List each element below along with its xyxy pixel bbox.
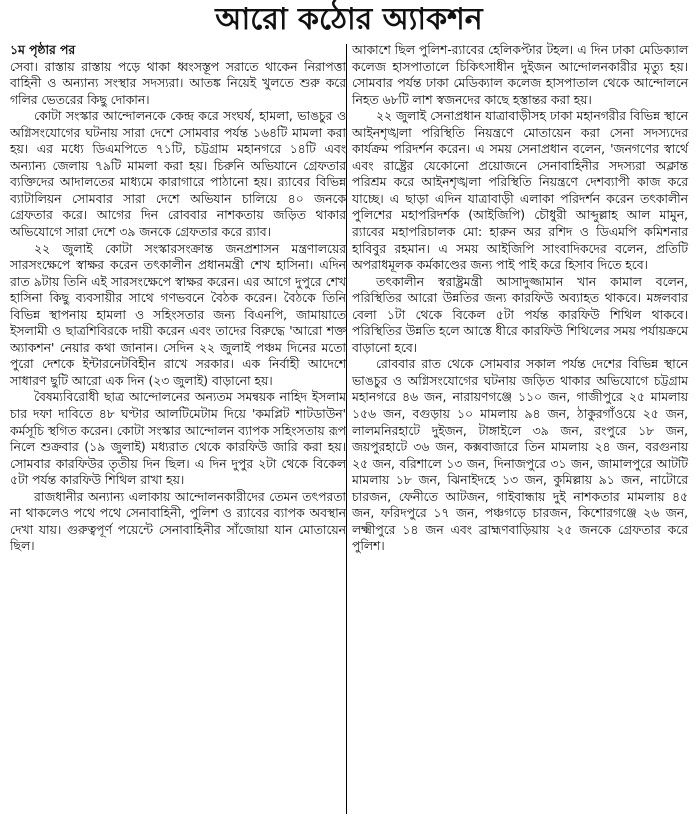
continuation-kicker: ১ম পৃষ্ঠার পর [10,43,76,57]
left-column [10,42,346,555]
article-paragraph: বৈষম্যবিরোধী ছাত্র আন্দোলনের অন্যতম সমন্বয়ক নাহিদ ইসলাম চার দফা দাবিতে ৪৮ ঘণ্টার আলটিমেটাম দিয়ে 'কমপ্লিট শাটডাউন' কর্মসূচি স্থগিত করেন। কোটা সংস্কার আন্দোলন ব্যাপক সহিংসতায় রূপ নিলে শুক্রবার (১৯ জুলাই) মধ্যরাত থেকে কারফিউ জারি করা হয়। সোমবার কারফিউর তৃতীয় দিন ছিল। এ দিন দুপুর ২টা থেকে বিকেল ৫টা পর্যন্ত কারফিউ শিথিল রাখা হয়। [10,390,346,488]
article-paragraph: ২২ জুলাই কোটা সংস্কারসংক্রান্ত জনপ্রশাসন মন্ত্রণালয়ের সারসংক্ষেপে স্বাক্ষর করেন তৎকালীন প্রধানমন্ত্রী শেখ হাসিনা। এদিন রাত ৯টায় তিনি এই সারসংক্ষেপে স্বাক্ষর করেন। এর আগে দুপুরে শেখ হাসিনা কিছু ব্যবসায়ীর সাথে গণভবনে বৈঠক করেন। বৈঠকে তিনি বিভিন্ন স্থাপনায় হামলা ও সহিংসতার জন্য বিএনপি, জামায়াতে ইসলামী ও ছাত্রশিবিরকে দায়ী করেন এবং তাদের বিরুদ্ধে 'আরো শক্ত অ্যাকশন' নেয়ার কথা জানান। সেদিন ২২ জুলাই পঞ্চম দিনের মতো পুরো দেশকে ইন্টারনেটবিহীন রাখে সরকার। এক নির্বাহী আদেশে সাধারণ ছুটি আরো এক দিন (২৩ জুলাই) বাড়ানো হয়। [10,241,346,388]
article-paragraph: আকাশে ছিল পুলিশ-র‌্যাবের হেলিকপ্টার টহল। এ দিন ঢাকা মেডিক্যাল কলেজ হাসপাতালে চিকিৎসাধীন দুইজন আন্দোলনকারীর মৃত্যু হয়। সোমবার পর্যন্ত ঢাকা মেডিক্যাল কলেজ হাসপাতাল থেকে আন্দোলনে নিহত ৬৮টি লাশ স্বজনদের কাছে হস্তান্তর করা হয়। [352,43,688,107]
article-paragraph: ২২ জুলাই সেনাপ্রধান যাত্রাবাড়ীসহ ঢাকা মহানগরীর বিভিন্ন স্থানে আইনশৃঙ্খলা পরিস্থিতি নিয়ন্ত্রণে মোতায়েন করা সেনা সদস্যদের কার্যক্রম পরিদর্শন করেন। এ সময় সেনাপ্রধান বলেন, 'জনগণের স্বার্থে এবং রাষ্ট্রের যেকোনো প্রয়োজনে সেনাবাহিনীর সদস্যরা অক্লান্ত পরিশ্রম করে আইনশৃঙ্খলা পরিস্থিতি নিয়ন্ত্রণে দেশব্যাপী কাজ করে যাচ্ছে। এ ছাড়া এদিন যাত্রাবাড়ী এলাকা পরিদর্শন করেন তৎকালীন পুলিশের মহাপরিদর্শক (আইজিপি) চৌধুরী আব্দুল্লাহ আল মামুন, র‌্যাবের মহাপরিচালক মো: হারুন অর রশিদ ও ডিএমপি কমিশনার হাবিবুর রহমান। এ সময় আইজিপি সাংবাদিকদের বলেন, প্রতিটি অপরাধমূলক কর্মকাণ্ডের জন্য পাই পাই করে হিসাব দিতে হবে। [352,109,688,273]
article-paragraph: রাজধানীর অন্যান্য এলাকায় আন্দোলনকারীদের তেমন তৎপরতা না থাকলেও পথে পথে সেনাবাহিনী, পুলিশ ও র‌্যাবের ব্যাপক অবস্থান দেখা যায়। গুরুত্বপূর্ণ পয়েন্টে সেনাবাহিনীর সাঁজোয়া যান মোতায়েন ছিল। [10,489,346,554]
article-paragraph: কোটা সংস্কার আন্দোলনকে কেন্দ্র করে সংঘর্ষ, হামলা, ভাঙচুর ও অগ্নিসংযোগের ঘটনায় সারা দেশে সোমবার পর্যন্ত ১৬৪টি মামলা করা হয়। এর মধ্যে ডিএমপিতে ৭১টি, চট্টগ্রাম মহানগরে ১৪টি এবং অন্যান্য জেলায় ৭৯টি মামলা করা হয়। চিরুনি অভিযানে গ্রেফতার ব্যক্তিদের আদালতের মাধ্যমে কারাগারে পাঠানো হয়। র‌্যাবের বিভিন্ন ব্যাটালিয়ন সোমবার সারা দেশে অভিযান চালিয়ে ৪০ জনকে গ্রেফতার করে। আগের দিন রোববার নাশকতায় জড়িত থাকার অভিযোগে সারা দেশে ৩৯ জনকে গ্রেফতার করে র‌্যাব। [10,109,346,240]
article-paragraph: রোববার রাত থেকে সোমবার সকাল পর্যন্ত দেশের বিভিন্ন স্থানে ভাঙচুর ও অগ্নিসংযোগের ঘটনায় জড়িত থাকার অভিযোগে চট্টগ্রাম মহানগরে ৪৬ জন, নারায়ণগঞ্জে ১১০ জন, গাজীপুরে ২৫ মামলায় ১৫৬ জন, বগুড়ায় ১০ মামলায় ৯৪ জন, ঠাকুরগাঁওয়ে ২৫ জন, লালমনিরহাটে দুইজন, টাঙ্গাইলে ৩৯ জন, রংপুরে ১৮ জন, জয়পুরহাটে ৩৬ জন, কক্সবাজারে তিন মামলায় ২৪ জন, বরগুনায় ২৫ জন, বরিশালে ১৩ জন, দিনাজপুরে ৩১ জন, জামালপুরে আটটি মামলায় ১৮ জন, ঝিনাইদহে ১৩ জন, কুমিল্লায় ৯১ জন, নাটোরে চারজন, ফেনীতে আটজন, গাইবান্ধায় দুই নাশকতার মামলায় ৪৫ জন, ফরিদপুরে ১৭ জন, পঞ্চগড়ে চারজন, কিশোরগঞ্জে ২৬ জন, লক্ষ্মীপুরে ১৪ জন এবং ব্রাহ্মণবাড়িয়ায় ২৫ জনকে গ্রেফতার করে পুলিশ। [352,357,688,554]
right-column [352,42,688,555]
article-paragraph: সেবা। রাস্তায় রাস্তায় পড়ে থাকা ধ্বংসস্তূপ সরাতে থাকেন নিরাপত্তা বাহিনী ও অন্যান্য সংস্থার সদস্যরা। আতঙ্ক নিয়েই খুলতে শুরু করে গলির ভেতরের কিছু দোকান। [10,59,346,107]
article-headline: আরো কঠোর অ্যাকশন [215,2,483,37]
article-paragraph: তৎকালীন স্বরাষ্ট্রমন্ত্রী আসাদুজ্জামান খান কামাল বলেন, পরিস্থিতির আরো উন্নতির জন্য কারফিউ অব্যাহত থাকবে। মঙ্গলবার বেলা ১টা থেকে বিকেল ৫টা পর্যন্ত কারফিউ শিথিল থাকবে। পরিস্থিতির উন্নতি হলে আস্তে ধীরে কারফিউ শিথিলের সময় পর্যায়ক্রমে বাড়ানো হবে। [352,274,688,355]
column-divider [346,44,347,814]
